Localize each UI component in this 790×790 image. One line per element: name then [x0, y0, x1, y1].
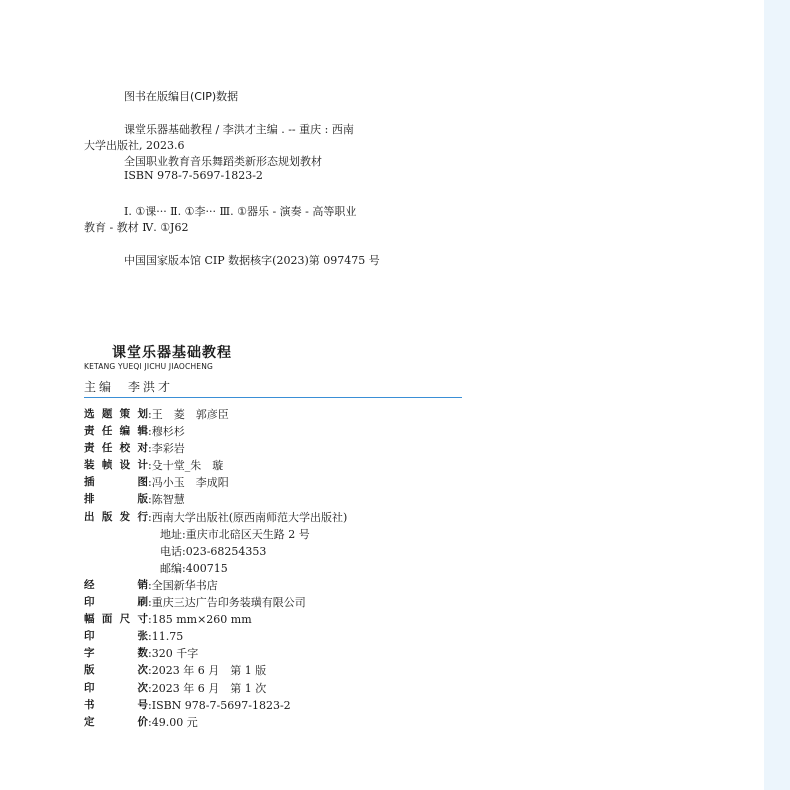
cip-line: 大学出版社, 2023.6	[84, 139, 185, 152]
cip-line: Ⅰ. ①课··· Ⅱ. ①李··· Ⅲ. ①器乐 - 演奏 - 高等职业	[124, 205, 357, 218]
info-value: 2023 年 6 月 第 1 版	[151, 664, 267, 678]
info-row	[84, 714, 347, 731]
info-row	[84, 594, 347, 611]
editor-label: 主编	[84, 380, 115, 394]
info-label: 印 刷	[84, 596, 148, 609]
info-colon: :	[148, 578, 152, 592]
editor-name: 李洪才	[128, 380, 174, 394]
info-row	[84, 645, 347, 662]
info-row	[84, 680, 347, 697]
info-value: 320 千字	[151, 647, 199, 661]
info-label: 插 图	[84, 476, 148, 489]
info-colon: :	[148, 476, 152, 490]
info-label: 字 数	[84, 647, 148, 660]
editor-line	[84, 378, 173, 395]
info-label: 责 任 校 对	[84, 442, 148, 455]
info-row	[84, 457, 347, 474]
info-row	[84, 440, 347, 457]
info-row	[84, 543, 347, 560]
info-value: 冯小玉 李成阳	[151, 476, 229, 490]
info-colon: :	[148, 630, 152, 644]
book-pinyin: KETANG YUEQI JICHU JIAOCHENG	[84, 362, 214, 371]
info-row	[84, 628, 347, 645]
info-label: 幅 面 尺 寸	[84, 613, 148, 626]
info-colon: :	[148, 408, 152, 421]
info-value: 王 菱 郭彦臣	[151, 408, 229, 421]
info-row	[84, 509, 347, 526]
info-value: 殳十堂_朱 璇	[151, 459, 224, 473]
info-value: 地址:重庆市北碚区天生路 2 号	[160, 527, 310, 541]
info-value: ISBN 978-7-5697-1823-2	[151, 698, 291, 712]
info-label: 书 号	[84, 698, 148, 711]
info-value: 49.00 元	[151, 715, 198, 729]
info-label: 印 次	[84, 681, 148, 694]
cip-line: ISBN 978-7-5697-1823-2	[124, 169, 263, 182]
info-row	[84, 577, 347, 594]
info-row	[84, 526, 347, 543]
info-colon: :	[148, 613, 152, 627]
info-row	[84, 406, 347, 423]
info-value: 邮编:400715	[160, 561, 228, 575]
divider	[84, 397, 462, 398]
info-value: 李彩岩	[151, 442, 185, 456]
info-value: 185 mm×260 mm	[151, 613, 252, 627]
info-colon: :	[148, 459, 152, 473]
cip-line: 全国职业教育音乐舞蹈类新形态规划教材	[124, 155, 322, 168]
info-value: 2023 年 6 月 第 1 次	[151, 681, 267, 695]
info-colon: :	[148, 698, 152, 712]
info-value: 穆杉杉	[151, 425, 185, 439]
info-label: 选 题 策 划	[84, 408, 148, 420]
publication-info	[84, 406, 347, 731]
info-value: 11.75	[151, 630, 184, 644]
info-colon: :	[148, 442, 152, 456]
cip-line: 教育 - 教材 Ⅳ. ①J62	[84, 221, 189, 234]
book-title: 课堂乐器基础教程	[112, 345, 232, 361]
info-row	[84, 474, 347, 491]
info-label: 版 次	[84, 664, 148, 677]
cip-line: 课堂乐器基础教程 / 李洪才主编 . -- 重庆 : 西南	[124, 123, 354, 136]
info-colon: :	[148, 715, 152, 729]
cip-heading: 图书在版编目(CIP)数据	[124, 90, 239, 103]
info-value: 全国新华书店	[151, 578, 218, 592]
info-label: 定 价	[84, 715, 148, 728]
info-value: 陈智慧	[151, 493, 185, 507]
info-label: 出 版 发 行	[84, 510, 148, 523]
info-row	[84, 697, 347, 714]
info-colon: :	[148, 647, 152, 661]
info-row	[84, 611, 347, 628]
info-label: 装 帧 设 计	[84, 459, 148, 472]
info-label: 责 任 编 辑	[84, 425, 148, 438]
info-colon: :	[148, 425, 152, 439]
info-label: 排 版	[84, 493, 148, 506]
info-row	[84, 423, 347, 440]
info-label: 印 张	[84, 630, 148, 643]
info-value: 西南大学出版社(原西南师范大学出版社)	[151, 510, 348, 524]
info-colon: :	[148, 596, 152, 610]
info-colon: :	[148, 493, 152, 507]
info-value: 电话:023-68254353	[160, 544, 267, 558]
page-edge-strip	[764, 0, 790, 790]
info-colon: :	[148, 664, 152, 678]
info-colon: :	[148, 510, 152, 524]
info-row	[84, 491, 347, 508]
info-colon: :	[148, 681, 152, 695]
cip-record-number: 中国国家版本馆 CIP 数据核字(2023)第 097475 号	[124, 254, 380, 267]
info-value: 重庆三达广告印务装璜有限公司	[151, 596, 306, 610]
info-label: 经 销	[84, 578, 148, 591]
info-row	[84, 560, 347, 577]
info-row	[84, 662, 347, 679]
